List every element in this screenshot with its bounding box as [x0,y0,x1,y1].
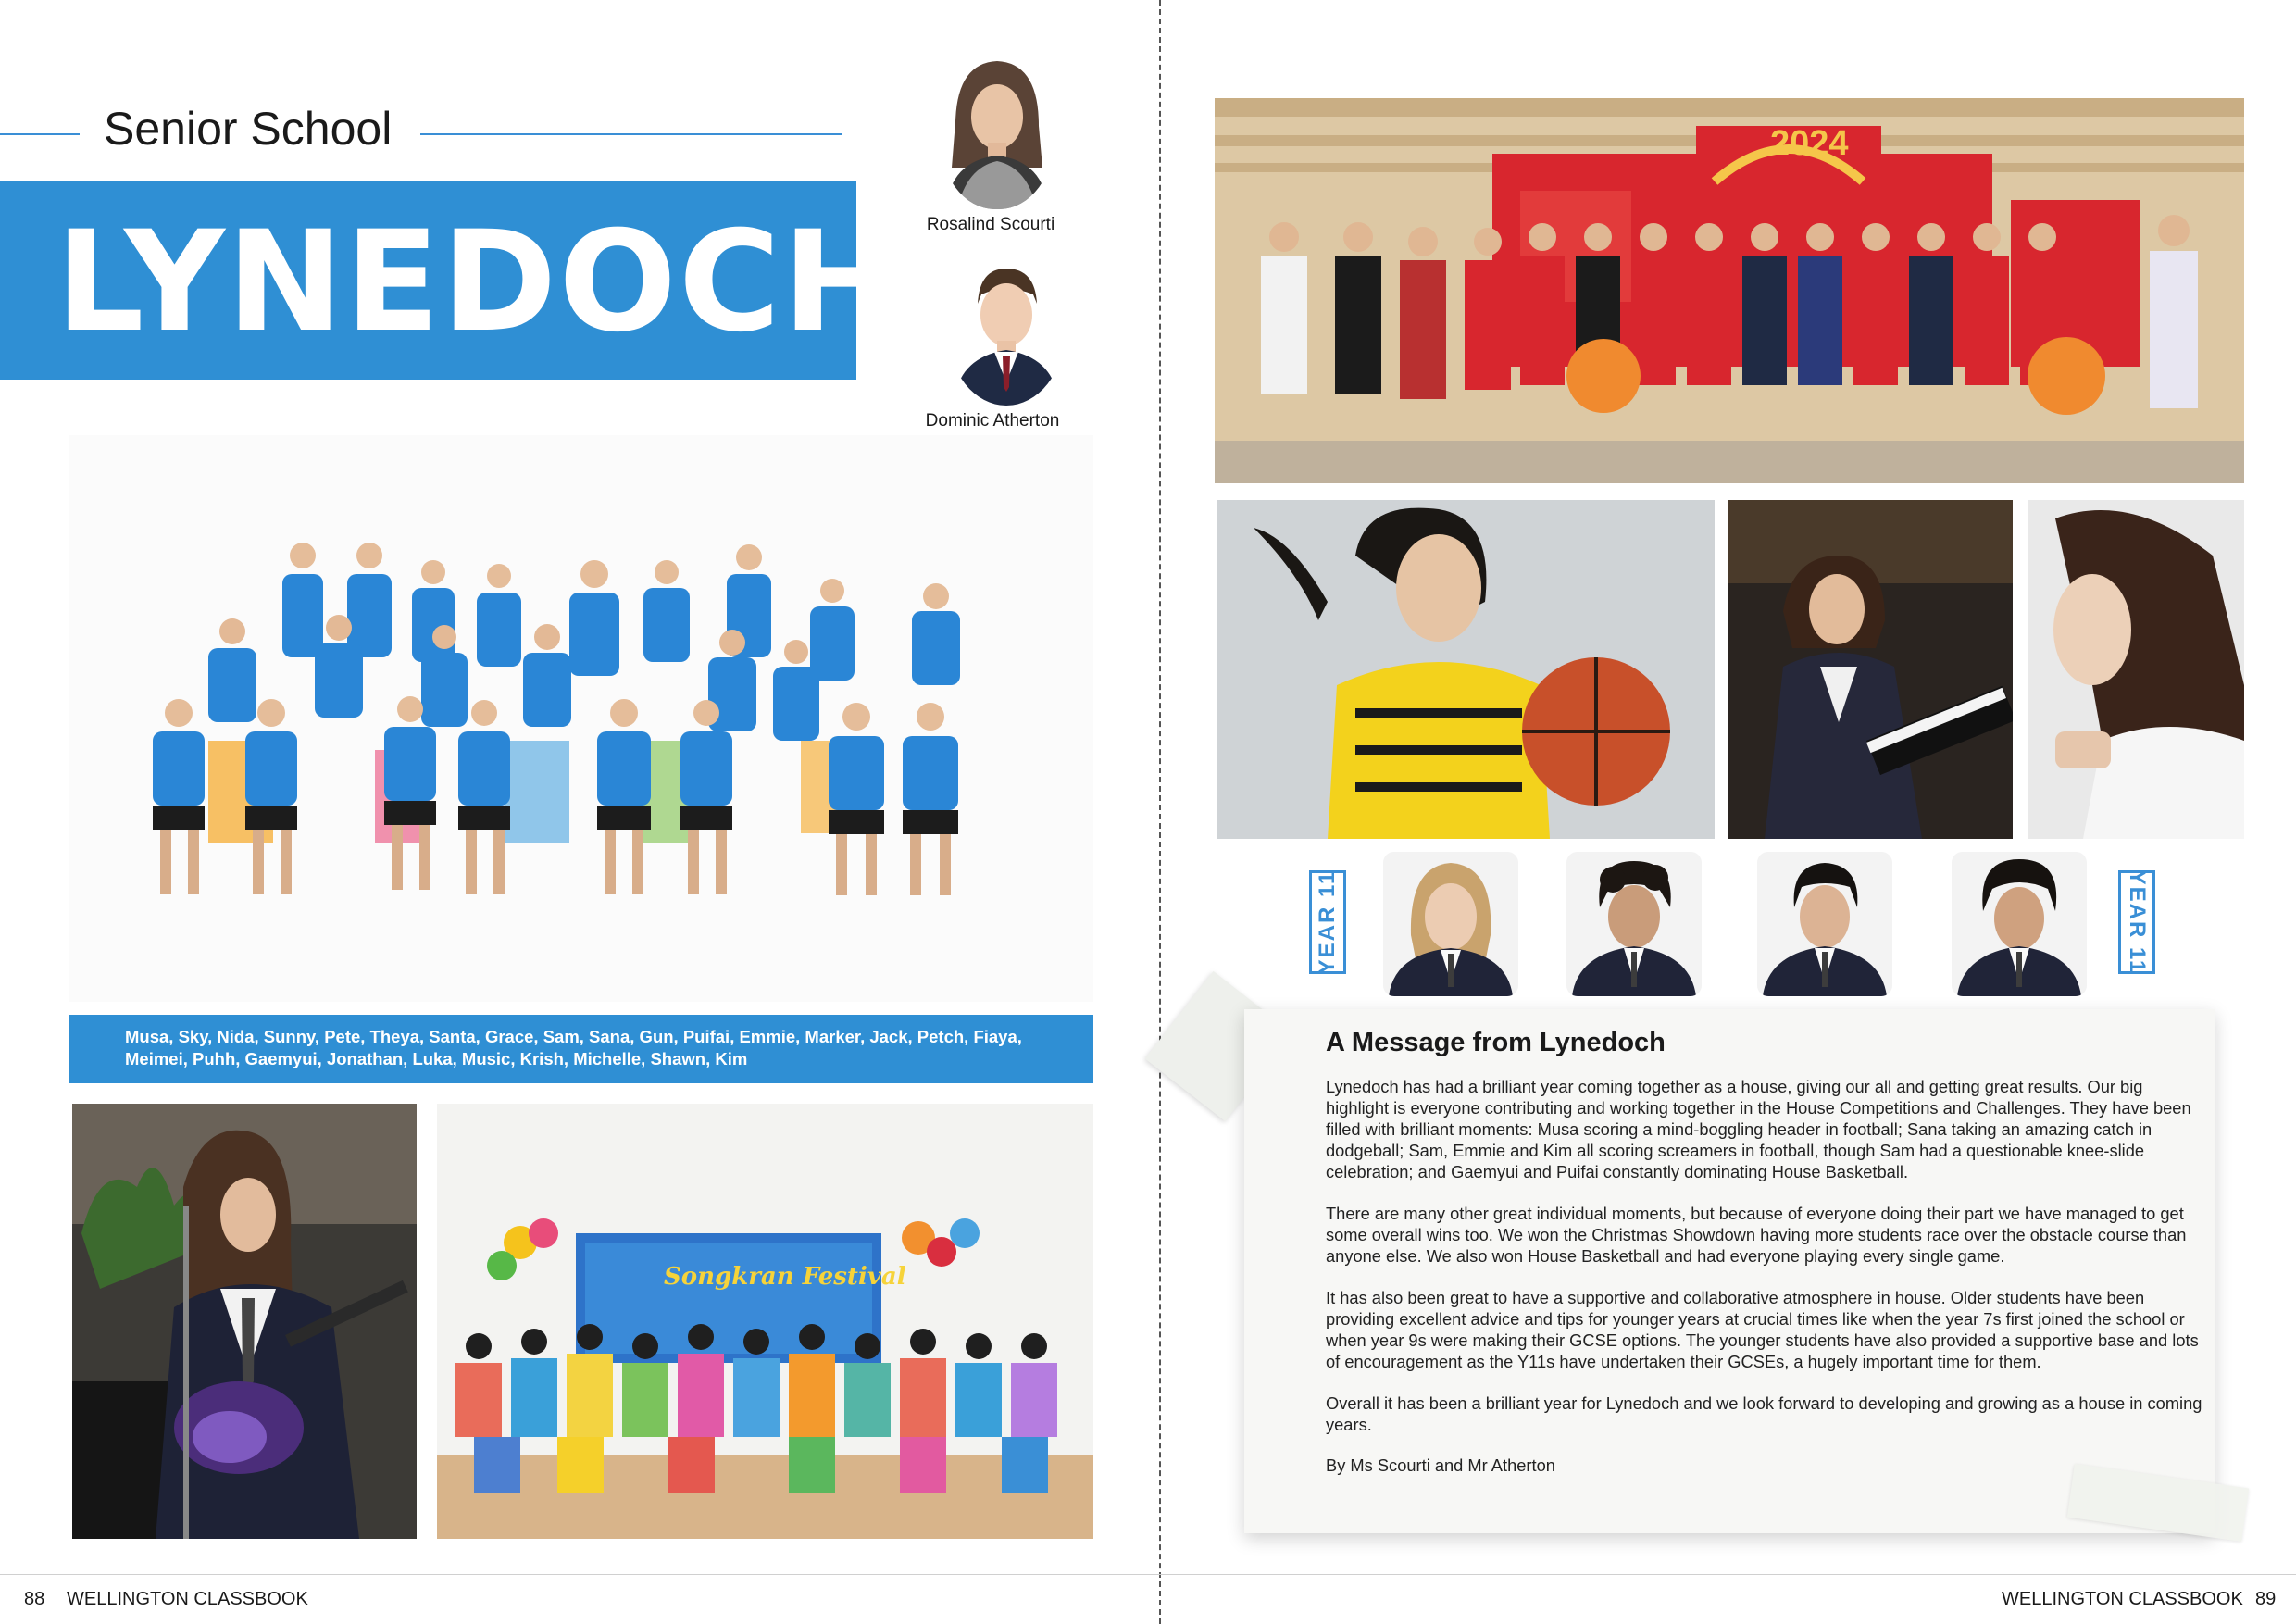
section-title-rule-right [420,133,842,135]
year-11-portrait [1566,852,1702,996]
staff-name-rosalind-scourti: Rosalind Scourti [926,215,1055,234]
student-names-bar [69,1015,1093,1083]
section-title-rule-left [0,133,80,135]
house-name: LYNEDOCH [56,202,901,363]
year-11-tag-right-text: YEAR 11 [2125,869,2150,975]
piano-performance-photo [1728,500,2013,839]
year-11-tag-right [2118,870,2155,974]
basketball-player-photo [1217,500,1715,839]
year-11-portrait [1757,852,1892,996]
footer-publication-left: WELLINGTON CLASSBOOK [67,1589,308,1609]
student-names: Musa, Sky, Nida, Sunny, Pete, Theya, Santa, Grace, Sam, Sana, Gun, Puifai, Emmie, Marker, Jack, Petch, Fiaya, Meimei, Puhh, Gaemyui, Jonathan, Luka, Music, Krish, Michelle, Shawn, Kim [125,1027,1022,1068]
footer-page-number-right: 89 [2255,1589,2277,1609]
guitar-performance-photo [72,1104,417,1539]
message-signature: By Ms Scourti and Mr Atherton [1326,1455,1555,1475]
message-body [1326,1076,2205,1476]
student-profile-photo [2028,500,2244,839]
footer-publication-right: WELLINGTON CLASSBOOK [2002,1589,2243,1609]
footer-page-number-left: 88 [24,1589,45,1609]
page-spine-divider [1159,0,1161,1624]
lunar-new-year-photo [1215,98,2244,483]
songkran-festival-photo [437,1104,1093,1539]
event-banner-year: 2024 [1770,124,1849,163]
message-paper [1244,1009,2215,1533]
year-11-portrait [1952,852,2087,996]
songkran-banner-text: Songkran Festival [664,1263,906,1291]
footer-rule [0,1574,2296,1575]
year-11-tag-left-text: YEAR 11 [1315,869,1340,975]
year-11-portrait [1383,852,1518,996]
house-group-photo [69,435,1093,1002]
section-title: Senior School [104,103,393,155]
year-11-tag-left [1309,870,1346,974]
message-paragraph: There are many other great individual moments, but because of everyone doing their part we have managed to get some overall wins too. We won the Christmas Showdown having more students race over the obstacle course than anyone else. We also won House Basketball and had everyone playing every single game. [1326,1204,2187,1266]
staff-photo-rosalind-scourti [939,52,1055,209]
staff-photo-dominic-atherton [948,257,1065,406]
staff-name-dominic-atherton: Dominic Atherton [925,411,1060,431]
message-paragraph: Lynedoch has had a brilliant year coming together as a house, giving our all and getting great results. Our big highlight is everyone contributing and working together in the House Competitions and Challenges. They have been filled with brilliant moments: Musa scoring a mind-boggling header in football; Sana taking an amazing catch in dodgeball; Sam, Emmie and Kim all scoring screamers in football, though Sam had a questionable knee-slide celebration; and Gaemyui and Puifai constantly dominating House Basketball. [1326,1077,2191,1181]
message-paragraph: It has also been great to have a supportive and collaborative atmosphere in house. Older students have been providing excellent advice and tips for younger years at crucial times like when the year 7s first joined the school or when year 9s were making their GCSE options. The younger students have also provided a supportive base and lots of encouragement as the Y11s have undertaken their GCSEs, a hugely important time for them. [1326,1288,2199,1371]
message-paragraph: Overall it has been a brilliant year for Lynedoch and we look forward to developing and growing as a house in coming years. [1326,1393,2202,1434]
message-heading: A Message from Lynedoch [1326,1028,1666,1057]
house-name-banner [0,181,901,380]
